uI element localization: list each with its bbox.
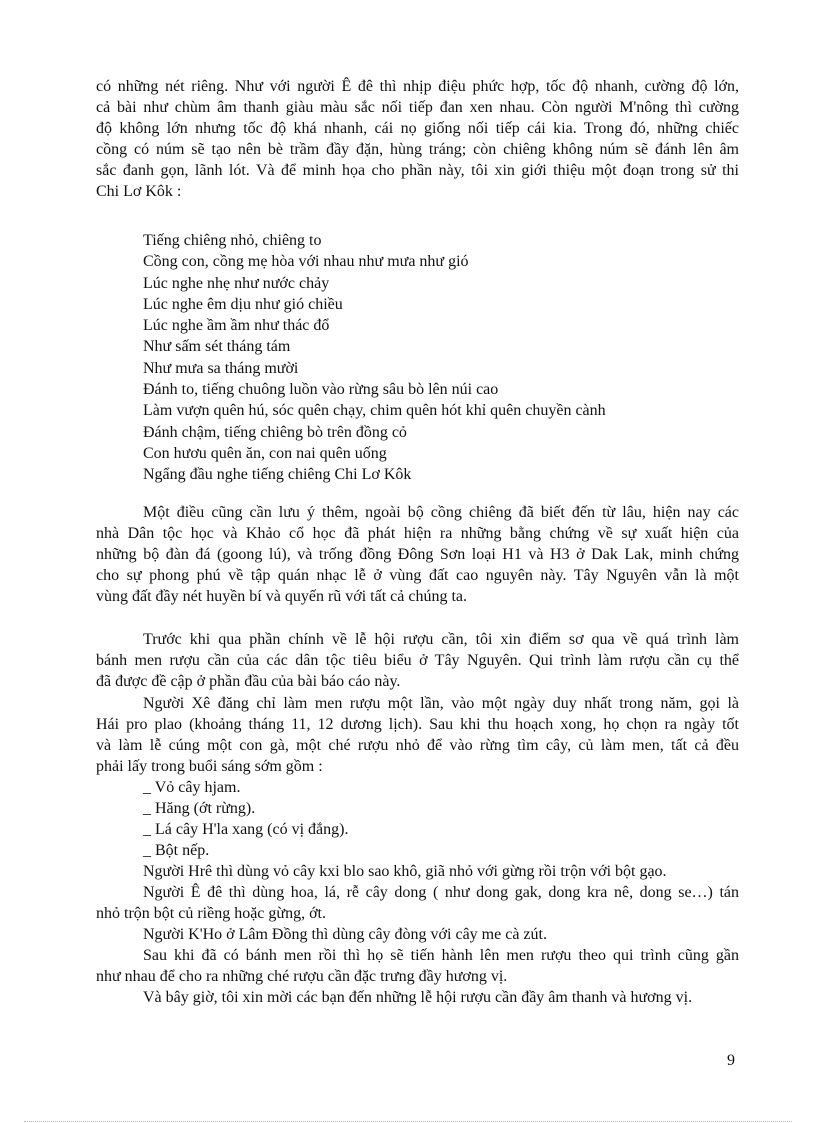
poem-line: Như mưa sa tháng mười [143,359,299,377]
paragraph-instruments [96,502,739,607]
paragraph-line: phải lấy trong buổi sáng sớm gồm : [96,758,323,775]
list-item: _ Lá cây H'la xang (có vị đắng). [143,821,349,838]
list-item: _ Vỏ cây hjam. [143,779,241,796]
poem-line: Cồng con, cồng mẹ hòa với nhau như mưa như gió [143,253,469,271]
poem-line: Tiếng chiêng nhỏ, chiêng to [143,232,322,249]
paragraph-line: Người Ê đê thì dùng hoa, lá, rễ cây dong ( như dong gak, dong kra nê, dong se…) tán [143,884,739,901]
poem-block [143,230,606,486]
paragraph-hre: Người Hrê thì dùng vỏ cây kxi blo sao khô, giã nhỏ với gừng rồi trộn với bột gạo. [143,863,667,880]
paragraph-invitation: Và bây giờ, tôi xin mời các bạn đến những lễ hội rượu cần đầy âm thanh và hương vị. [143,989,693,1006]
paragraph-line: Người Xê đăng chỉ làm men rượu một lần, vào một ngày duy nhất trong năm, gọi là [143,695,739,712]
poem-line: Lúc nghe ầm ầm như thác đổ [143,317,330,335]
paragraph-line: bánh men rượu cần của các dân tộc tiêu biểu ở Tây Nguyên. Qui trình làm rượu cần cụ thể [96,652,739,669]
intro-line: cồng có núm sẽ tạo nên bè trầm đầy đặn, hùng tráng; còn chiêng không núm sẽ đánh lên âm [96,141,739,158]
ingredient-list [96,777,739,861]
paragraph-yeast-intro [96,629,739,692]
poem-line: Lúc nghe êm dịu như gió chiều [143,295,343,313]
paragraph-kho: Người K'Ho ở Lâm Đồng thì dùng cây đòng với cây me cà zút. [143,926,547,943]
paragraph-line: đã được đề cập ở phần đầu của bài báo cáo này. [96,673,401,690]
poem-line: Lúc nghe nhẹ như nước chảy [143,274,330,292]
intro-line: sắc đanh gọn, lãnh lót. Và để minh họa cho phần này, tôi xin giới thiệu một đoạn trong sử thi [96,162,739,179]
intro-line: độ không lớn nhưng tốc độ khá nhanh, cái nọ giống nối tiếp cái kia. Trong đó, những chiếc [96,120,739,137]
poem-line: Con hươu quên ăn, con nai quên uống [143,444,387,462]
intro-line: có những nét riêng. Như với người Ê đê thì nhịp điệu phức hợp, tốc độ nhanh, cường độ lớn, [96,78,739,95]
intro-line: Chi Lơ Kôk : [96,183,182,200]
poem-line: Đánh chậm, tiếng chiêng bò trên đồng cỏ [143,423,407,441]
paragraph-line: Sau khi đã có bánh men rồi thì họ sẽ tiến hành lên men rượu theo qui trình cũng gần [143,947,739,964]
paragraph-xedang [96,693,739,1008]
poem-line: Như sấm sét tháng tám [143,338,291,356]
paragraph-line: và làm lễ cúng một con gà, một ché rượu nhỏ để vào rừng tìm cây, củ làm men, tất cả đều [96,737,739,754]
paragraph-line: nhỏ trộn bột củ riềng hoặc gừng, ớt. [96,905,326,922]
paragraph-line: vùng đất đầy nét huyền bí và quyến rũ với tất cả chúng ta. [96,588,468,605]
page-number: 9 [727,1052,735,1069]
intro-line: cả bài như chùm âm thanh giàu màu sắc nối tiếp đan xen nhau. Còn người M'nông thì cường [96,99,739,116]
poem-line: Làm vượn quên hú, sóc quên chạy, chim quên hót khỉ quên chuyền cành [143,402,606,420]
list-item: _ Bột nếp. [143,842,210,859]
list-item: _ Hăng (ớt rừng). [143,800,256,817]
poem-line: Đánh to, tiếng chuông luồn vào rừng sâu bò lên núi cao [143,381,499,399]
paragraph-line: Trước khi qua phần chính về lễ hội rượu cần, tôi xin điểm sơ qua về quá trình làm [143,631,739,648]
paragraph-line: nhà Dân tộc học và Khảo cổ học đã phát hiện ra những bằng chứng về sự xuất hiện của [96,525,739,542]
paragraph-line: những bộ đàn đá (goong lú), và trống đồng Đông Sơn loại H1 và H3 ở Dak Lak, minh chứng [96,546,739,563]
paragraph-line: như nhau để cho ra những ché rượu cần đặc trưng đầy hương vị. [96,968,508,985]
paragraph-fermentation [96,945,739,987]
paragraph-ede [96,882,739,924]
paragraph-line: cho sự phong phú về tập quán nhạc lễ ở vùng đất cao nguyên này. Tây Nguyên vẫn là một [96,567,739,584]
paragraph-line: Một điều cũng cần lưu ý thêm, ngoài bộ cồng chiêng đã biết đến từ lâu, hiện nay các [143,504,739,521]
poem-line: Ngẩng đầu nghe tiếng chiêng Chi Lơ Kôk [143,466,412,484]
intro-paragraph [96,76,739,202]
page-bottom-divider [24,1121,792,1122]
paragraph-line: Hái pro plao (khoảng tháng 11, 12 dương lịch). Sau khi thu hoạch xong, họ chọn ra ngày tốt [96,716,739,733]
